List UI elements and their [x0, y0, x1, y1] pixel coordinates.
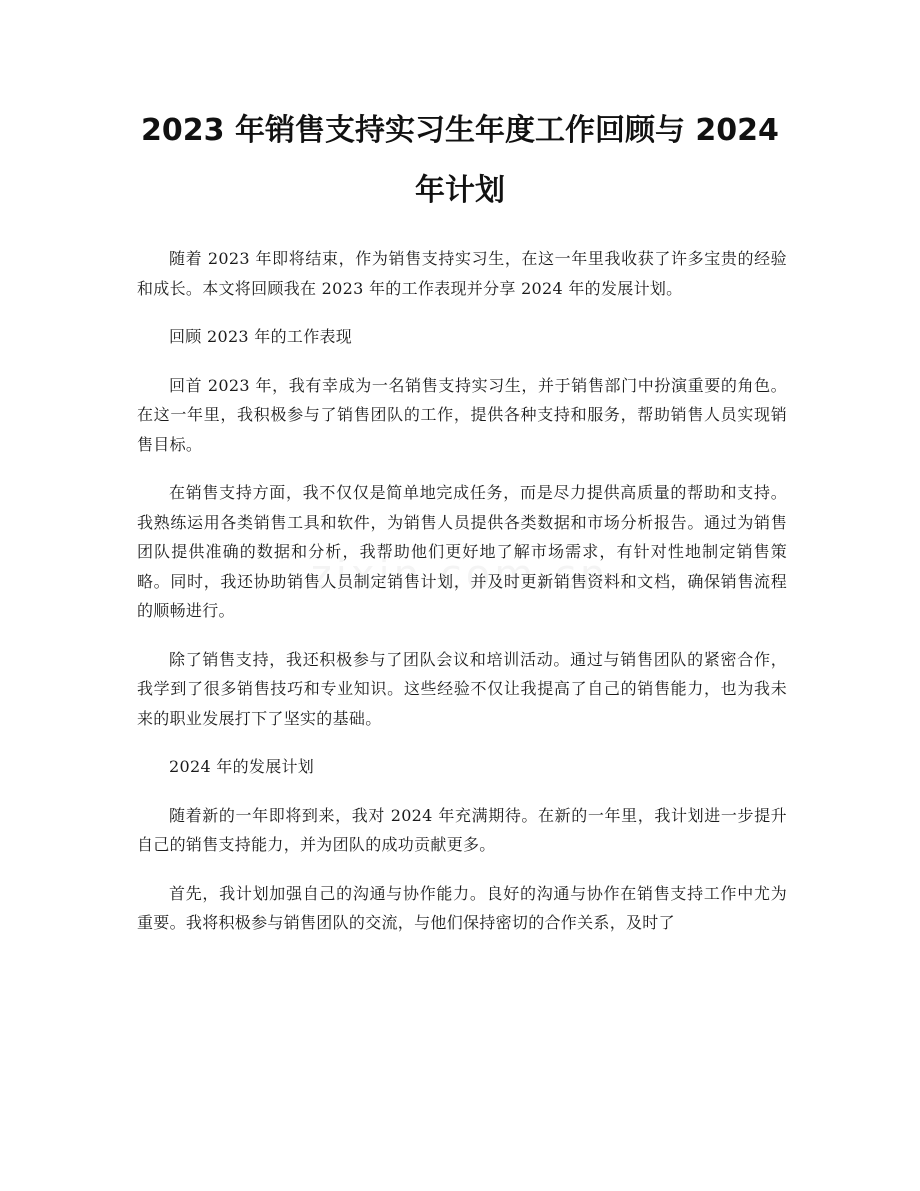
- document-title-line-2: 年计划: [415, 173, 505, 208]
- body-paragraph: 首先，我计划加强自己的沟通与协作能力。良好的沟通与协作在销售支持工作中尤为重要。我将积极参与销售团队的交流，与他们保持密切的合作关系，及时了: [137, 883, 787, 932]
- body-paragraph: 随着新的一年即将到来，我对 2024 年充满期待。在新的一年里，我计划进一步提升自己的销售支持能力，并为团队的成功贡献更多。: [137, 805, 787, 854]
- document-title: [100, 101, 820, 221]
- section-heading-review-2023: 回顾 2023 年的工作表现: [169, 327, 353, 346]
- document-title-line-1: 2023 年销售支持实习生年度工作回顾与 2024: [141, 113, 779, 148]
- intro-paragraph: 随着 2023 年即将结束，作为销售支持实习生，在这一年里我收获了许多宝贵的经验和成长。本文将回顾我在 2023 年的工作表现并分享 2024 年的发展计划。: [137, 249, 787, 298]
- body-paragraph: 在销售支持方面，我不仅仅是简单地完成任务，而是尽力提供高质量的帮助和支持。我熟练运用各类销售工具和软件，为销售人员提供各类数据和市场分析报告。通过为销售团队提供准确的数据和分析，我帮助他们更好地了解市场需求，有针对性地制定销售策略。同时，我还协助销售人员制定销售计划，并及时更新销售资料和文档，确保销售流程的顺畅进行。: [137, 483, 787, 620]
- document-body: [137, 244, 787, 957]
- body-paragraph: 除了销售支持，我还积极参与了团队会议和培训活动。通过与销售团队的紧密合作，我学到了很多销售技巧和专业知识。这些经验不仅让我提高了自己的销售能力，也为我未来的职业发展打下了坚实的基础。: [137, 649, 787, 728]
- section-heading-plan-2024: 2024 年的发展计划: [169, 757, 315, 776]
- body-paragraph: 回首 2023 年，我有幸成为一名销售支持实习生，并于销售部门中扮演重要的角色。在这一年里，我积极参与了销售团队的工作，提供各种支持和服务，帮助销售人员实现销售目标。: [137, 375, 787, 454]
